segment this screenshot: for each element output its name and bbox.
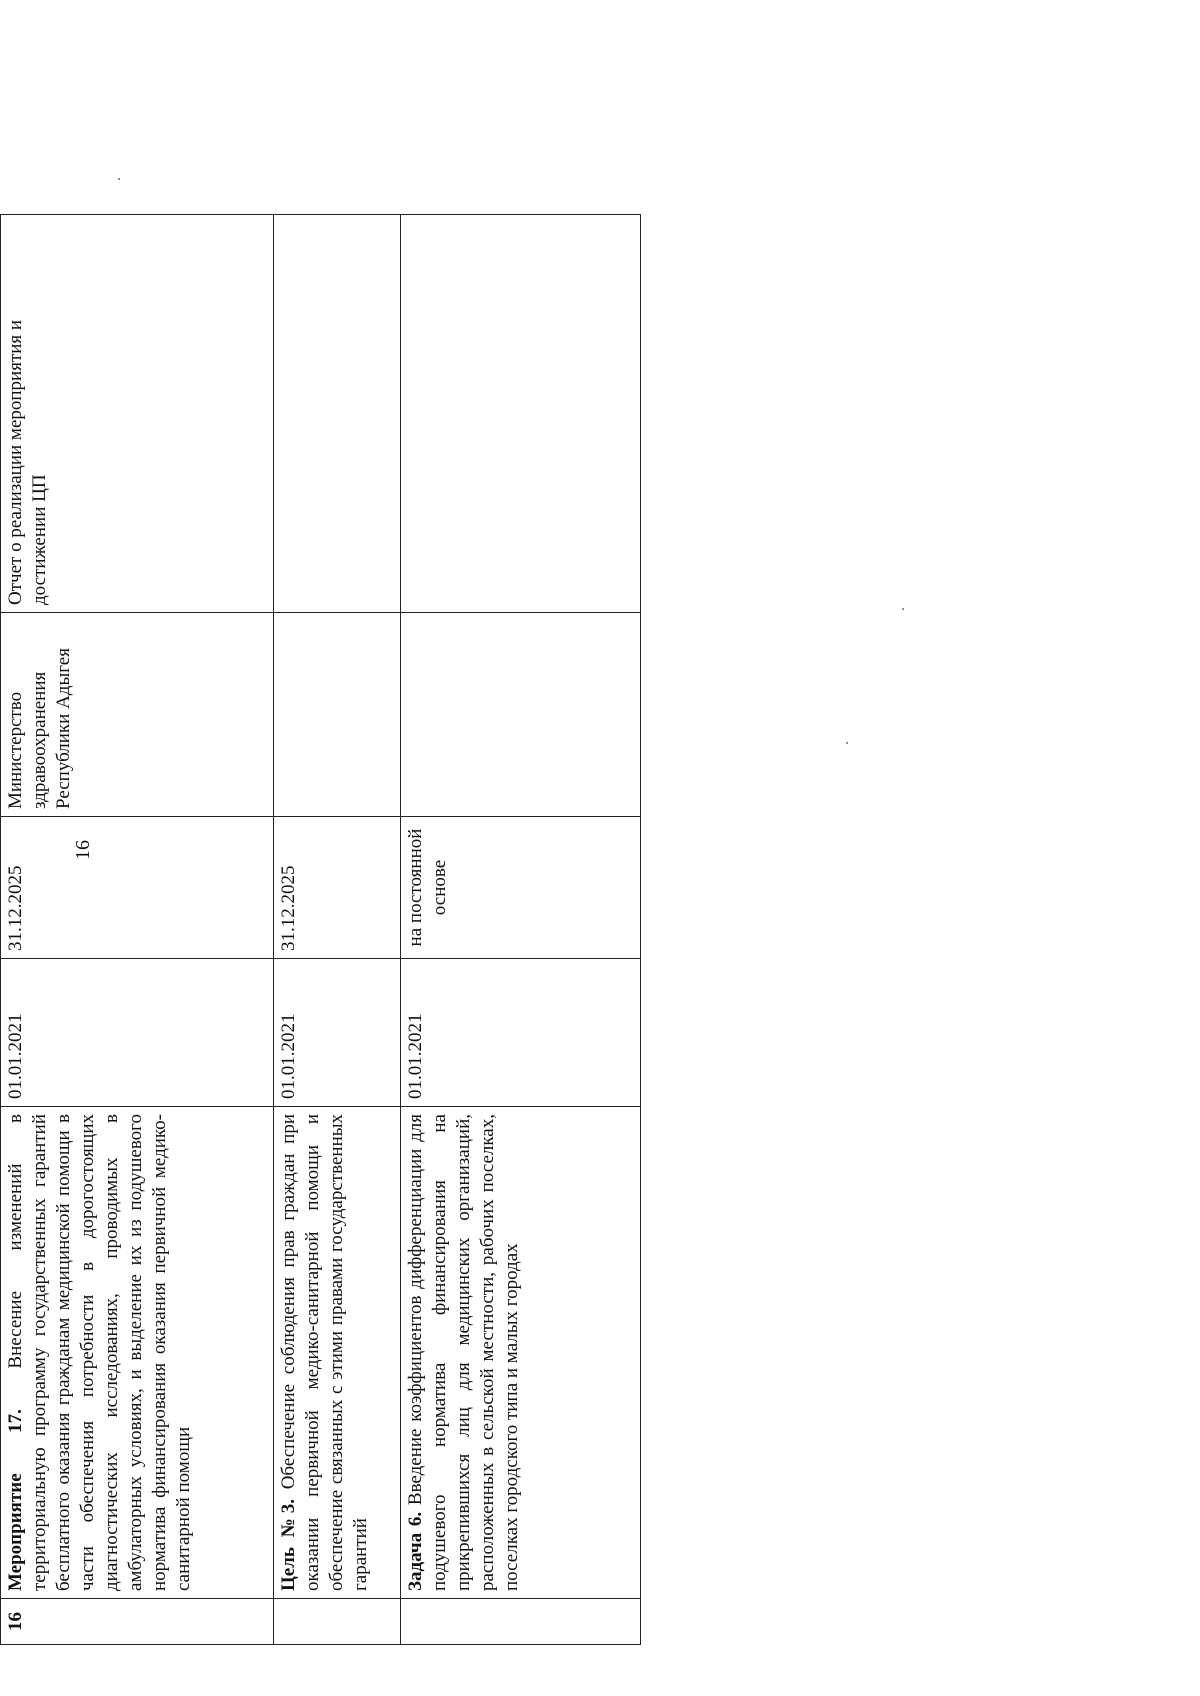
task-text: Введение коэффициентов дифференциации для подушевого норматива финансирования на прикрепившихся лиц для медицинских организаций, расположенных в сельской местности, рабочих поселках, поселках городского типа и малых городах xyxy=(405,1114,522,1591)
start-date: 01.01.2021 xyxy=(274,959,401,1107)
event-text: Внесение изменений в территориальную программу государственных гарантий бесплатного оказания гражданам медицинской помощи в части обеспечения потребности в дорогостоящих диагностических исследованиях, проводимых в амбулаторных условиях, и выделение их из подушевого норматива финансирования оказания первичной медико-санитарной помощи xyxy=(5,1114,194,1591)
start-date: 01.01.2021 xyxy=(401,959,641,1107)
end-date: 31.12.2025 xyxy=(1,817,274,959)
result xyxy=(274,215,401,613)
plan-table xyxy=(0,214,641,1645)
event-title: Мероприятие 17. xyxy=(5,1409,26,1591)
table-row xyxy=(274,215,401,1645)
executor xyxy=(401,613,641,817)
table-row xyxy=(401,215,641,1645)
executor: Министерство здравоохранения Республики Адыгея xyxy=(1,613,274,817)
row-number xyxy=(401,1599,641,1645)
goal-text: Обеспечение соблюдения прав граждан при оказании первичной медико-санитарной помощи и обеспечение связанных с этими правами государственных гарантий xyxy=(278,1113,371,1591)
table-row xyxy=(1,215,274,1645)
row-number: 16 xyxy=(1,1599,274,1645)
result xyxy=(401,215,641,613)
page-number: 16 xyxy=(72,840,94,860)
scan-speck xyxy=(846,742,848,744)
start-date: 01.01.2021 xyxy=(1,959,274,1107)
rotated-table-wrapper xyxy=(0,215,640,1645)
event-description xyxy=(1,1107,274,1599)
scan-speck xyxy=(902,608,904,610)
executor xyxy=(274,613,401,817)
goal-description xyxy=(274,1107,401,1599)
end-date: на постоянной основе xyxy=(401,817,641,959)
task-title: Задача 6. xyxy=(405,1511,426,1591)
task-description xyxy=(401,1107,641,1599)
scan-speck xyxy=(118,178,120,180)
goal-title: Цель №3. xyxy=(278,1499,299,1591)
row-number xyxy=(274,1599,401,1645)
result: Отчет о реализации мероприятия и достижении ЦП xyxy=(1,215,274,613)
end-date: 31.12.2025 xyxy=(274,817,401,959)
